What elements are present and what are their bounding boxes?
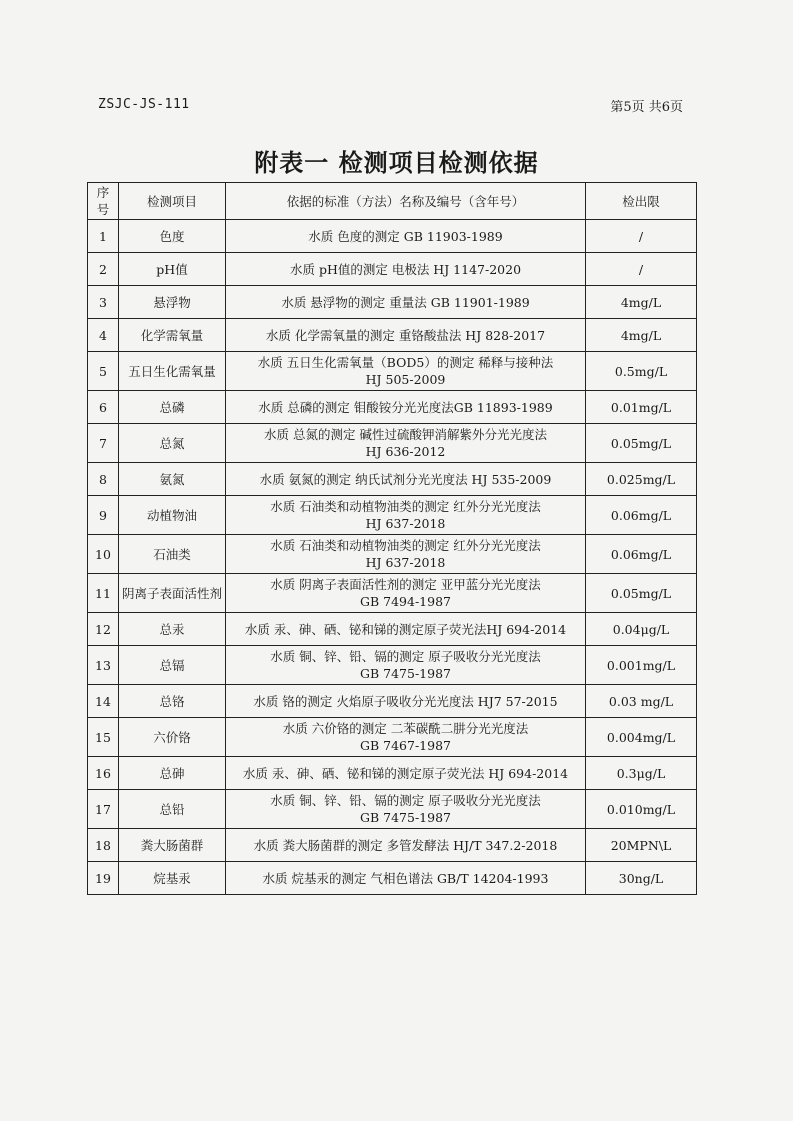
- cell-item: 总汞: [119, 613, 226, 646]
- cell-no: 10: [88, 535, 119, 574]
- cell-no: 6: [88, 391, 119, 424]
- column-header-standard: 依据的标准（方法）名称及编号（含年号）: [226, 183, 586, 220]
- cell-item: 总铬: [119, 685, 226, 718]
- table-body: [88, 220, 697, 895]
- cell-no: 1: [88, 220, 119, 253]
- cell-item: 阴离子表面活性剂: [119, 574, 226, 613]
- standard-line-2: GB 7475-1987: [360, 666, 451, 681]
- cell-item: 氨氮: [119, 463, 226, 496]
- cell-limit: 0.05mg/L: [586, 424, 697, 463]
- cell-no: 11: [88, 574, 119, 613]
- standard-line-2: HJ 637-2018: [365, 555, 446, 570]
- column-header-no: 序号: [88, 183, 119, 220]
- cell-no: 8: [88, 463, 119, 496]
- cell-no: 5: [88, 352, 119, 391]
- standard-line-1: 水质 总氮的测定 碱性过硫酸钾消解紫外分光光度法: [264, 427, 547, 442]
- cell-limit: 30ng/L: [586, 862, 697, 895]
- cell-item: 总磷: [119, 391, 226, 424]
- cell-standard: [226, 391, 586, 424]
- standard-line-2: HJ 636-2012: [365, 444, 446, 459]
- cell-no: 9: [88, 496, 119, 535]
- standard-line-1: 水质 阴离子表面活性剂的测定 亚甲蓝分光光度法: [270, 577, 541, 592]
- standard-line-1: 水质 总磷的测定 钼酸铵分光光度法GB 11893-1989: [258, 399, 553, 415]
- standard-line-1: 水质 石油类和动植物油类的测定 红外分光光度法: [270, 499, 541, 514]
- cell-no: 19: [88, 862, 119, 895]
- cell-no: 3: [88, 286, 119, 319]
- table-row: [88, 718, 697, 757]
- table-row: [88, 424, 697, 463]
- cell-item: 化学需氧量: [119, 319, 226, 352]
- table-row: [88, 829, 697, 862]
- standard-line-1: 水质 汞、砷、硒、铋和锑的测定原子荧光法 HJ 694-2014: [242, 765, 569, 781]
- standard-line-1: 水质 铜、锌、铅、镉的测定 原子吸收分光光度法: [270, 793, 541, 808]
- page-title: 附表一 检测项目检测依据: [254, 149, 539, 177]
- cell-standard: [226, 253, 586, 286]
- table-header-row: [88, 183, 697, 220]
- standard-line-1: 水质 烷基汞的测定 气相色谱法 GB/T 14204-1993: [262, 870, 549, 886]
- seal-stamp: [771, 440, 789, 580]
- cell-limit: 0.001mg/L: [586, 646, 697, 685]
- cell-no: 7: [88, 424, 119, 463]
- cell-no: 15: [88, 718, 119, 757]
- cell-standard: [226, 220, 586, 253]
- standard-line-1: 水质 铬的测定 火焰原子吸收分光光度法 HJ7 57-2015: [253, 693, 558, 709]
- cell-limit: 4mg/L: [586, 286, 697, 319]
- cell-item: 总铅: [119, 790, 226, 829]
- standard-line-1: 水质 五日生化需氧量（BOD5）的测定 稀释与接种法: [257, 355, 554, 370]
- table-row: [88, 574, 697, 613]
- table-row: [88, 862, 697, 895]
- table-row: [88, 535, 697, 574]
- standard-line-2: HJ 637-2018: [365, 516, 446, 531]
- cell-no: 13: [88, 646, 119, 685]
- table-row: [88, 352, 697, 391]
- cell-standard: [226, 319, 586, 352]
- cell-item: 总砷: [119, 757, 226, 790]
- cell-standard: [226, 613, 586, 646]
- cell-item: 粪大肠菌群: [119, 829, 226, 862]
- page-number: 第5页 共6页: [610, 100, 683, 115]
- cell-standard: [226, 862, 586, 895]
- standard-line-2: GB 7494-1987: [360, 594, 451, 609]
- cell-standard: [226, 718, 586, 757]
- detection-basis-table: [87, 182, 697, 895]
- table-row: [88, 286, 697, 319]
- cell-limit: 0.06mg/L: [586, 535, 697, 574]
- table-row: [88, 496, 697, 535]
- cell-limit: /: [586, 253, 697, 286]
- table-row: [88, 685, 697, 718]
- cell-item: 总镉: [119, 646, 226, 685]
- cell-item: 五日生化需氧量: [119, 352, 226, 391]
- cell-standard: [226, 790, 586, 829]
- cell-limit: 0.05mg/L: [586, 574, 697, 613]
- cell-standard: [226, 286, 586, 319]
- cell-no: 14: [88, 685, 119, 718]
- cell-limit: 0.5mg/L: [586, 352, 697, 391]
- table-row: [88, 463, 697, 496]
- cell-standard: [226, 685, 586, 718]
- standard-line-1: 水质 pH值的测定 电极法 HJ 1147-2020: [289, 261, 522, 277]
- cell-no: 12: [88, 613, 119, 646]
- table-row: [88, 757, 697, 790]
- cell-limit: 0.3μg/L: [586, 757, 697, 790]
- cell-standard: [226, 352, 586, 391]
- standard-line-2: HJ 505-2009: [365, 372, 446, 387]
- table-row: [88, 319, 697, 352]
- cell-no: 16: [88, 757, 119, 790]
- column-header-limit: 检出限: [586, 183, 697, 220]
- cell-item: 六价铬: [119, 718, 226, 757]
- cell-no: 4: [88, 319, 119, 352]
- cell-item: 总氮: [119, 424, 226, 463]
- standard-line-1: 水质 石油类和动植物油类的测定 红外分光光度法: [270, 538, 541, 553]
- cell-limit: /: [586, 220, 697, 253]
- cell-standard: [226, 496, 586, 535]
- cell-item: pH值: [119, 253, 226, 286]
- document-code: ZSJC-JS-111: [98, 97, 190, 112]
- cell-standard: [226, 757, 586, 790]
- standard-line-1: 水质 氨氮的测定 纳氏试剂分光光度法 HJ 535-2009: [259, 471, 552, 487]
- cell-limit: 0.06mg/L: [586, 496, 697, 535]
- column-header-item: 检测项目: [119, 183, 226, 220]
- cell-item: 烷基汞: [119, 862, 226, 895]
- cell-no: 2: [88, 253, 119, 286]
- standard-line-1: 水质 化学需氧量的测定 重铬酸盐法 HJ 828-2017: [265, 327, 546, 343]
- cell-limit: 0.01mg/L: [586, 391, 697, 424]
- standard-line-1: 水质 悬浮物的测定 重量法 GB 11901-1989: [281, 294, 530, 310]
- standard-line-1: 水质 色度的测定 GB 11903-1989: [308, 228, 503, 244]
- cell-item: 石油类: [119, 535, 226, 574]
- cell-limit: 0.04μg/L: [586, 613, 697, 646]
- table-row: [88, 391, 697, 424]
- standard-line-1: 水质 汞、砷、硒、铋和锑的测定原子荧光法HJ 694-2014: [244, 621, 567, 637]
- cell-standard: [226, 424, 586, 463]
- table-row: [88, 613, 697, 646]
- standard-line-2: GB 7467-1987: [360, 738, 451, 753]
- cell-item: 动植物油: [119, 496, 226, 535]
- table-row: [88, 646, 697, 685]
- cell-item: 色度: [119, 220, 226, 253]
- cell-standard: [226, 829, 586, 862]
- cell-limit: 0.010mg/L: [586, 790, 697, 829]
- cell-no: 17: [88, 790, 119, 829]
- cell-limit: 0.025mg/L: [586, 463, 697, 496]
- cell-limit: 4mg/L: [586, 319, 697, 352]
- cell-standard: [226, 463, 586, 496]
- table-row: [88, 220, 697, 253]
- standard-line-1: 水质 六价铬的测定 二苯碳酰二肼分光光度法: [282, 721, 529, 736]
- cell-standard: [226, 535, 586, 574]
- cell-standard: [226, 574, 586, 613]
- cell-standard: [226, 646, 586, 685]
- cell-item: 悬浮物: [119, 286, 226, 319]
- standard-line-1: 水质 粪大肠菌群的测定 多管发酵法 HJ/T 347.2-2018: [253, 837, 558, 853]
- table-row: [88, 253, 697, 286]
- cell-limit: 20MPN\L: [586, 829, 697, 862]
- standard-line-1: 水质 铜、锌、铅、镉的测定 原子吸收分光光度法: [270, 649, 541, 664]
- cell-limit: 0.004mg/L: [586, 718, 697, 757]
- table-row: [88, 790, 697, 829]
- cell-limit: 0.03 mg/L: [586, 685, 697, 718]
- cell-no: 18: [88, 829, 119, 862]
- standard-line-2: GB 7475-1987: [360, 810, 451, 825]
